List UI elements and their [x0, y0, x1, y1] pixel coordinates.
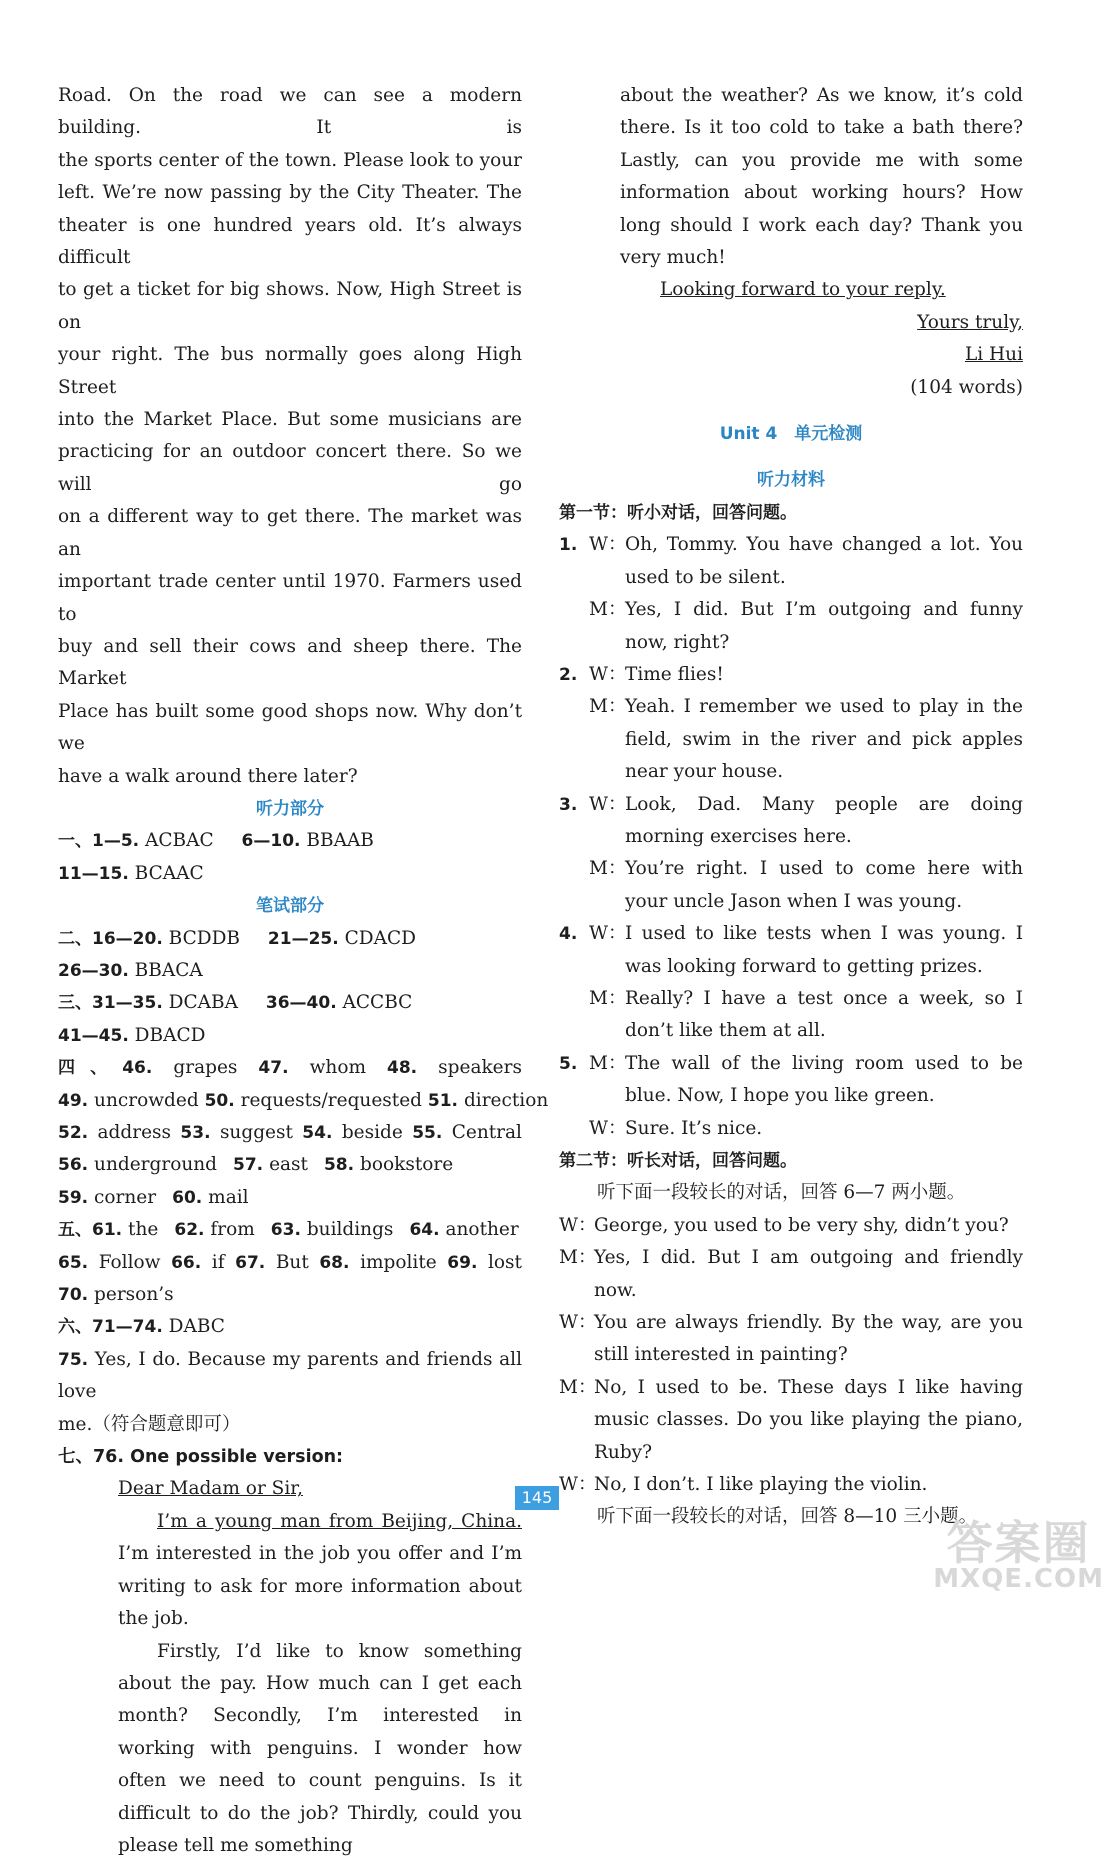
answer-label: 57.	[233, 1155, 269, 1175]
answer-item	[58, 1154, 217, 1175]
passage-line: Place has built some good shops now. Why don’t we	[58, 696, 522, 761]
watermark	[933, 1520, 1104, 1592]
answer-item	[324, 1154, 453, 1175]
passage-line: to get a ticket for big shows. Now, High Street is on	[58, 274, 522, 339]
answer-value: impolite	[360, 1252, 437, 1273]
question-4	[559, 918, 1023, 1048]
answer-row	[58, 1247, 522, 1279]
answer-item	[447, 1252, 522, 1273]
section-heading: 第二节：听长对话，回答问题。	[559, 1145, 1023, 1177]
answer-label: 一、1—5.	[58, 831, 139, 851]
passage-line: your right. The bus normally goes along High Street	[58, 339, 522, 404]
dialog-text: Look, Dad. Many people are doing morning exercises here.	[625, 789, 1023, 854]
letter-name	[559, 339, 1023, 371]
speaker: W：	[559, 1210, 594, 1242]
answer-value: grapes	[173, 1057, 237, 1078]
watermark-line: MXQE.COM	[933, 1566, 1104, 1592]
instruction: 听下面一段较长的对话，回答 8—10 三小题。	[559, 1501, 1023, 1533]
passage-line: Road. On the road we can see a modern building. It is	[58, 80, 522, 145]
answer-value: underground	[94, 1154, 217, 1175]
answer-row	[58, 987, 522, 1019]
word-count: (104 words)	[559, 372, 1023, 404]
answer-value: speakers	[438, 1057, 522, 1078]
passage-line: practicing for an outdoor concert there. So we will go	[58, 436, 522, 501]
answer-value: ACCBC	[343, 992, 413, 1013]
answer-label: 41—45.	[58, 1026, 129, 1046]
answer-item	[172, 1187, 248, 1208]
dialog-line	[559, 1307, 1023, 1372]
dialog-text: George, you used to be very shy, didn’t you?	[594, 1210, 1023, 1242]
answer-item	[58, 1057, 237, 1078]
letter-signoff	[559, 307, 1023, 339]
answer-item	[58, 1252, 161, 1273]
answer-label: 三、31—35.	[58, 993, 163, 1013]
question-number: 5.	[559, 1048, 589, 1113]
dialog-line	[559, 691, 1023, 788]
answer-row	[58, 825, 522, 857]
answer-label: 六、71—74.	[58, 1317, 163, 1337]
dialog-line	[559, 789, 1023, 854]
question-number: 2.	[559, 659, 589, 691]
answer-value: BCAAC	[135, 863, 204, 884]
answer-item	[409, 1219, 518, 1240]
answer-value: Central	[452, 1122, 522, 1143]
speaker: W：	[589, 659, 625, 691]
answer-label: 五、61.	[58, 1220, 128, 1240]
answer-value: another	[445, 1219, 518, 1240]
answer-label: 36—40.	[266, 993, 337, 1013]
letter-topic-sentence: I’m a young man from Beijing, China.	[157, 1511, 522, 1532]
watermark-line: 答案圈	[933, 1520, 1104, 1566]
answer-label: 62.	[174, 1220, 210, 1240]
speaker: W：	[589, 918, 625, 983]
answer-item	[302, 1122, 403, 1143]
answer-item	[171, 1252, 224, 1273]
answer-value: mail	[208, 1187, 248, 1208]
answer-item	[58, 1284, 174, 1305]
right-column	[559, 80, 1023, 1534]
answer-value: address	[98, 1122, 172, 1143]
letter-paragraph: Firstly, I’d like to know something about the pay. How much can I get each month? Secondly, I’m interested in working with penguins. I wonder how often we need to count penguins. Is it difficult to do the job? Thirdly, could you please tell me something	[58, 1636, 522, 1862]
answer-item	[235, 1252, 309, 1273]
answer-label: 50.	[205, 1091, 241, 1111]
answer-row	[58, 1279, 522, 1311]
answer-label: 60.	[172, 1188, 208, 1208]
letter-greeting	[58, 1473, 522, 1505]
answer-label: 52.	[58, 1123, 98, 1143]
materials-heading: 听力材料	[559, 464, 1023, 496]
answer-value: DBACD	[135, 1025, 206, 1046]
answer-row	[58, 1052, 522, 1084]
answer-value: DABC	[169, 1316, 225, 1337]
dialog-line	[559, 1113, 1023, 1145]
answer-item	[58, 1219, 158, 1240]
answer-value: lost	[488, 1252, 522, 1273]
section-heading: 第一节：听小对话，回答问题。	[559, 497, 1023, 529]
passage-line: on a different way to get there. The market was an	[58, 501, 522, 566]
answer-item	[180, 1122, 293, 1143]
answer-row	[58, 1020, 522, 1052]
unit-heading: Unit 4 单元检测	[559, 418, 1023, 450]
answer-label: 51.	[428, 1091, 464, 1111]
answer-item	[412, 1122, 522, 1143]
answer-item	[428, 1090, 548, 1111]
dialog-line	[559, 1210, 1023, 1242]
dialog-text: Yes, I did. But I am outgoing and friendly now.	[594, 1242, 1023, 1307]
dialog-text: Really? I have a test once a week, so I don’t like them at all.	[625, 983, 1023, 1048]
dialog-text: You are always friendly. By the way, are you still interested in painting?	[594, 1307, 1023, 1372]
answer-value: beside	[342, 1122, 403, 1143]
answer-value: east	[269, 1154, 308, 1175]
answer-value: Yes, I do. Because my parents and friends all love	[58, 1349, 522, 1402]
speaker: W：	[559, 1469, 594, 1501]
answer-value: the	[128, 1219, 158, 1240]
answer-value: CDACD	[345, 928, 416, 949]
dialog-text: No, I don’t. I like playing the violin.	[594, 1469, 1023, 1501]
answer-value: BBAAB	[306, 830, 374, 851]
answer-row	[58, 858, 522, 890]
answer-value: BBACA	[135, 960, 203, 981]
answer-item	[58, 1187, 156, 1208]
question-1	[559, 529, 1023, 659]
letter-paragraph	[58, 1506, 522, 1636]
answer-label: 四、46.	[58, 1058, 173, 1078]
answer-label: 66.	[171, 1253, 212, 1273]
question-number	[559, 1113, 589, 1145]
answer-value: whom	[310, 1057, 366, 1078]
speaker: W：	[559, 1307, 594, 1372]
dialog-line	[559, 853, 1023, 918]
answer-value: corner	[94, 1187, 156, 1208]
question-3	[559, 789, 1023, 919]
speaker: W：	[589, 789, 625, 854]
answer-value: DCABA	[169, 992, 238, 1013]
answer-value: direction	[464, 1090, 548, 1111]
letter-greeting-text: Dear Madam or Sir,	[118, 1478, 303, 1499]
answer-label: 47.	[258, 1058, 309, 1078]
dialog-line	[559, 1372, 1023, 1469]
dialog-line	[559, 1048, 1023, 1113]
answer-item	[258, 1057, 366, 1078]
answer-row	[58, 1311, 522, 1343]
written-heading: 笔试部分	[58, 890, 522, 922]
answer-label: 67.	[235, 1253, 276, 1273]
dialog-text: Oh, Tommy. You have changed a lot. You used to be silent.	[625, 529, 1023, 594]
page-number: 145	[515, 1486, 559, 1510]
answer-value: requests/requested	[241, 1090, 422, 1111]
dialog-line	[559, 529, 1023, 594]
question-number: 3.	[559, 789, 589, 854]
passage	[58, 80, 522, 793]
answer-label: 65.	[58, 1253, 99, 1273]
dialog-line	[559, 1469, 1023, 1501]
answer-label: 6—10.	[242, 831, 301, 851]
passage-line: left. We’re now passing by the City Theater. The	[58, 177, 522, 209]
answer-label: 63.	[271, 1220, 307, 1240]
answer-value: ACBAC	[145, 830, 214, 851]
speaker: M：	[589, 853, 625, 918]
dialog-text: You’re right. I used to come here with your uncle Jason when I was young.	[625, 853, 1023, 918]
letter-signoff-text: Yours truly,	[917, 312, 1023, 333]
answer-label: 53.	[180, 1123, 220, 1143]
answer-label: 48.	[387, 1058, 438, 1078]
answer-row	[58, 955, 522, 987]
answer-label: 49.	[58, 1091, 94, 1111]
question-number	[559, 853, 589, 918]
answer-value: if	[212, 1252, 225, 1273]
answer-value: buildings	[307, 1219, 394, 1240]
answer-label: 75.	[58, 1350, 88, 1370]
passage-line: important trade center until 1970. Farmers used to	[58, 566, 522, 631]
dialog-text: No, I used to be. These days I like having music classes. Do you like playing the piano, Ruby?	[594, 1372, 1023, 1469]
answer-label: 54.	[302, 1123, 342, 1143]
answer-item	[205, 1090, 422, 1111]
question-2	[559, 659, 1023, 789]
dialog-line	[559, 1242, 1023, 1307]
question-number	[559, 983, 589, 1048]
answer-row	[58, 1085, 522, 1117]
answer-item	[387, 1057, 522, 1078]
dialog-text: Yes, I did. But I’m outgoing and funny now, right?	[625, 594, 1023, 659]
question-number: 1.	[559, 529, 589, 594]
answer-label: 58.	[324, 1155, 360, 1175]
answer-label: 26—30.	[58, 961, 129, 981]
speaker: M：	[589, 594, 625, 659]
answer-value: suggest	[220, 1122, 293, 1143]
dialog-line	[559, 918, 1023, 983]
speaker: M：	[589, 691, 625, 788]
dialog-text: Sure. It’s nice.	[625, 1113, 1023, 1145]
answer-row	[58, 1149, 522, 1181]
answer-item	[233, 1154, 308, 1175]
q75-line	[58, 1344, 522, 1409]
answer-label: 56.	[58, 1155, 94, 1175]
speaker: M：	[559, 1372, 594, 1469]
answer-item	[271, 1219, 394, 1240]
answer-value: BCDDB	[169, 928, 240, 949]
answer-value: bookstore	[360, 1154, 453, 1175]
answer-item	[174, 1219, 254, 1240]
q76-label: 七、76. One possible version:	[58, 1441, 522, 1473]
dialog-line	[559, 659, 1023, 691]
speaker: W：	[589, 529, 625, 594]
passage-line: into the Market Place. But some musicians are	[58, 404, 522, 436]
question-number: 4.	[559, 918, 589, 983]
answer-label: 11—15.	[58, 864, 129, 884]
answer-value: from	[210, 1219, 254, 1240]
q75-line: me.（符合题意即可）	[58, 1409, 522, 1441]
letter-name-text: Li Hui	[965, 344, 1023, 365]
dialog-text: I used to like tests when I was young. I was looking forward to getting prizes.	[625, 918, 1023, 983]
answer-row	[58, 1214, 522, 1246]
question-number	[559, 594, 589, 659]
answer-label: 69.	[447, 1253, 488, 1273]
letter-closing-text: Looking forward to your reply.	[660, 279, 946, 300]
answer-item	[319, 1252, 436, 1273]
listening-heading: 听力部分	[58, 793, 522, 825]
answer-label: 二、16—20.	[58, 929, 163, 949]
answer-row	[58, 923, 522, 955]
letter-closing	[559, 274, 1023, 306]
answer-value: uncrowded	[94, 1090, 199, 1111]
speaker: M：	[589, 983, 625, 1048]
answer-label: 21—25.	[268, 929, 339, 949]
question-5	[559, 1048, 1023, 1145]
left-column	[58, 80, 522, 1862]
answer-value: But	[276, 1252, 309, 1273]
answer-label: 64.	[409, 1220, 445, 1240]
answer-item	[58, 1122, 171, 1143]
letter-paragraph: about the weather? As we know, it’s cold there. Is it too cold to take a bath there? Lastly, can you provide me with some information about working hours? How long should I work each day? Thank you very much!	[559, 80, 1023, 274]
speaker: M：	[559, 1242, 594, 1307]
dialog-line	[559, 983, 1023, 1048]
speaker: W：	[589, 1113, 625, 1145]
answer-value: person’s	[94, 1284, 174, 1305]
answer-label: 70.	[58, 1285, 94, 1305]
dialog-text: The wall of the living room used to be blue. Now, I hope you like green.	[625, 1048, 1023, 1113]
long-dialog	[559, 1210, 1023, 1502]
answer-label: 59.	[58, 1188, 94, 1208]
passage-line: have a walk around there later?	[58, 761, 522, 793]
passage-line: the sports center of the town. Please look to your	[58, 145, 522, 177]
answer-label: 68.	[319, 1253, 360, 1273]
passage-line: theater is one hundred years old. It’s always difficult	[58, 210, 522, 275]
letter-text: I’m interested in the job you offer and I’m writing to ask for more information about the job.	[118, 1543, 522, 1629]
answer-label: 55.	[412, 1123, 452, 1143]
speaker: M：	[589, 1048, 625, 1113]
dialog-line	[559, 594, 1023, 659]
answer-item	[58, 1090, 199, 1111]
dialog-text: Yeah. I remember we used to play in the field, swim in the river and pick apples near your house.	[625, 691, 1023, 788]
answer-row	[58, 1182, 522, 1214]
answer-value: Follow	[99, 1252, 161, 1273]
answer-row	[58, 1117, 522, 1149]
instruction: 听下面一段较长的对话，回答 6—7 两小题。	[559, 1177, 1023, 1209]
dialog-text: Time flies!	[625, 659, 1023, 691]
passage-line: buy and sell their cows and sheep there. The Market	[58, 631, 522, 696]
question-number	[559, 691, 589, 788]
